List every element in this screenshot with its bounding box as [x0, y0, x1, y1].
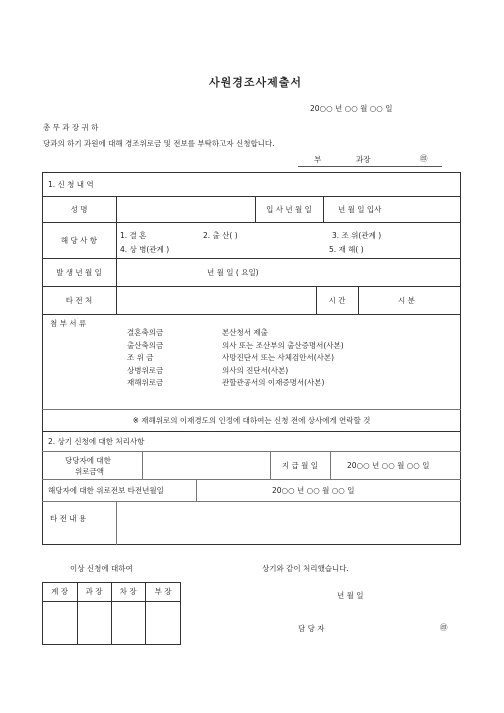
attachment-kind: 결혼축의금	[127, 328, 164, 337]
approval-header: 차 장	[119, 587, 137, 596]
telegram-destination-field[interactable]	[117, 287, 316, 313]
occurrence-date-field[interactable]: 년 월 일 ( 요일)	[207, 267, 259, 277]
processing-date: 년 월 일	[337, 591, 364, 600]
event-type-label: 해 당 사 항	[60, 235, 98, 245]
attachment-kinds	[127, 327, 163, 390]
type-disaster[interactable]: 5. 재 해( )	[329, 245, 364, 254]
attachment-documents	[222, 327, 344, 390]
attachment-document: 의사의 진단서(사본)	[222, 365, 289, 375]
type-illness[interactable]: 4. 상 병(관계 )	[120, 245, 170, 254]
attachments-label: 첨 부 서 류	[50, 319, 87, 328]
approval-sign-field[interactable]	[112, 602, 144, 644]
approval-header: 계 장	[51, 587, 68, 596]
chief-label: 과장	[356, 155, 371, 164]
occurrence-date-label: 발 생 년 월 일	[56, 267, 102, 277]
department-label: 부	[314, 155, 322, 164]
telegram-date-field[interactable]: 20○○ 년 ○○ 월 ○○ 일	[272, 485, 355, 495]
telegram-content-label: 타 전 내 용	[50, 513, 87, 523]
document-date: 20○○ 년 ○○ 월 ○○ 일	[310, 104, 393, 113]
hire-date-label: 입 사 년 월 일	[266, 204, 312, 214]
type-marriage[interactable]: 1. 결 혼	[120, 231, 147, 240]
disaster-note: ※ 재해위로의 이재경도의 인정에 대하여는 신청 전에 상사에게 연락할 것	[132, 415, 371, 425]
attachment-kind: 출산축의금	[127, 340, 164, 350]
consolation-amount-label-2: 위로금액	[75, 467, 104, 476]
attachment-document: 관할관공서의 이재증명서(사본)	[222, 378, 325, 387]
section2-heading: 2. 상기 신청에 대한 처리사항	[48, 436, 145, 446]
section1-heading: 1. 신 청 내 역	[48, 179, 94, 189]
approval-header: 과 장	[85, 587, 103, 596]
attachment-kind: 상병위로금	[127, 365, 164, 375]
attachment-kind: 재해위로금	[127, 378, 164, 387]
time-field[interactable]: 시 분	[398, 295, 415, 305]
attachment-document: 본산청서 제출	[222, 328, 268, 337]
addressee: 총 무 과 장 귀 하	[43, 123, 99, 132]
consolation-amount-label-1: 당당자에 대한	[65, 456, 111, 465]
time-label: 시 간	[328, 295, 346, 305]
footer-right-text: 상기와 같이 처리했습니다.	[262, 564, 349, 573]
type-condolence[interactable]: 3. 조 위(관계 )	[332, 231, 382, 240]
clerk-seal-icon: ㊞	[440, 623, 448, 632]
telegram-destination-label: 타 전 처	[65, 295, 93, 305]
attachment-document: 의사 또는 조산부의 출산증명서(사본)	[222, 340, 344, 350]
hire-date-field[interactable]: 년 월 일 입사	[338, 204, 382, 214]
approval-header: 부 장	[154, 587, 172, 596]
clerk-label: 담 당 자	[298, 624, 325, 633]
chief-seal-icon: ㊞	[420, 154, 428, 163]
approval-sign-field[interactable]	[43, 602, 76, 644]
attachment-document: 사망진단서 또는 사체검안서(사본)	[222, 353, 335, 362]
type-childbirth[interactable]: 2. 출 산( )	[203, 231, 238, 240]
payment-date-field[interactable]: 20○○ 년 ○○ 월 ○○ 일	[347, 460, 430, 470]
telegram-content-field[interactable]	[117, 502, 460, 544]
name-field[interactable]	[117, 197, 255, 221]
payment-date-label: 지 급 월 일	[281, 460, 319, 470]
request-sentence: 당과의 하기 과원에 대해 경조위로금 및 전보를 부탁하고자 신청합니다.	[43, 139, 275, 148]
consolation-amount-field[interactable]	[143, 452, 270, 478]
telegram-date-label: 해당자에 대한 위로전보 타전년월일	[48, 485, 164, 495]
name-label: 성 명	[70, 204, 88, 214]
approval-sign-field[interactable]	[78, 602, 110, 644]
approval-sign-field[interactable]	[146, 602, 180, 644]
signature-underline	[298, 166, 442, 167]
attachment-kind: 조 위 금	[127, 353, 154, 362]
footer-left-text: 이상 신청에 대하여	[70, 564, 133, 573]
page-title: 사원경조사제출서	[209, 76, 303, 89]
